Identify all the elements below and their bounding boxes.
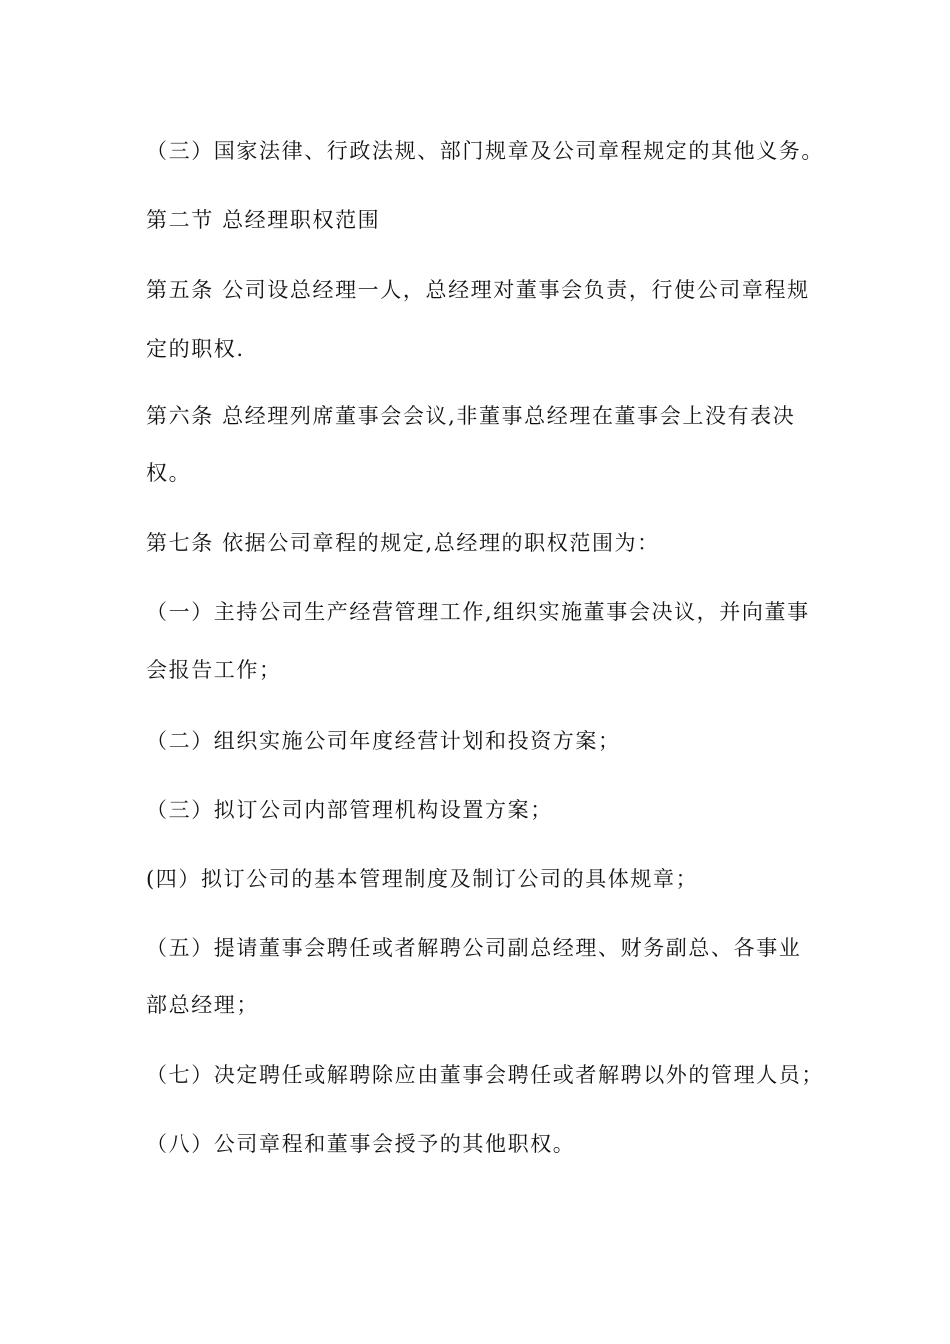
article-7-heading: 第七条 依据公司章程的规定,总经理的职权范围为： (146, 531, 660, 555)
item-8: （八）公司章程和董事会授予的其他职权。 (146, 1132, 576, 1156)
item-7: （七）决定聘任或解聘除应由董事会聘任或者解聘以外的管理人员； (146, 1063, 824, 1087)
article-5-line-2: 定的职权. (146, 337, 245, 361)
item-4: (四）拟订公司的基本管理制度及制订公司的具体规章； (146, 867, 699, 891)
section-heading: 第二节 总经理职权范围 (146, 208, 381, 232)
clause-3-obligations: （三）国家法律、行政法规、部门规章及公司章程规定的其他义务。 (146, 139, 824, 163)
item-5-line-1: （五）提请董事会聘任或者解聘公司副总经理、财务副总、各事业 (146, 936, 802, 960)
item-5-line-2: 部总经理； (146, 993, 259, 1017)
item-3: （三）拟订公司内部管理机构设置方案； (146, 798, 553, 822)
article-6-line-2: 权。 (146, 461, 192, 485)
item-1-line-2: 会报告工作； (146, 658, 282, 682)
item-1-line-1: （一）主持公司生产经营管理工作,组织实施董事会决议，并向董事 (146, 600, 810, 624)
item-2: （二）组织实施公司年度经营计划和投资方案； (146, 729, 621, 753)
article-5-line-1: 第五条 公司设总经理一人，总经理对董事会负责，行使公司章程规 (146, 278, 810, 302)
article-6-line-1: 第六条 总经理列席董事会会议,非董事总经理在董事会上没有表决 (146, 404, 796, 428)
